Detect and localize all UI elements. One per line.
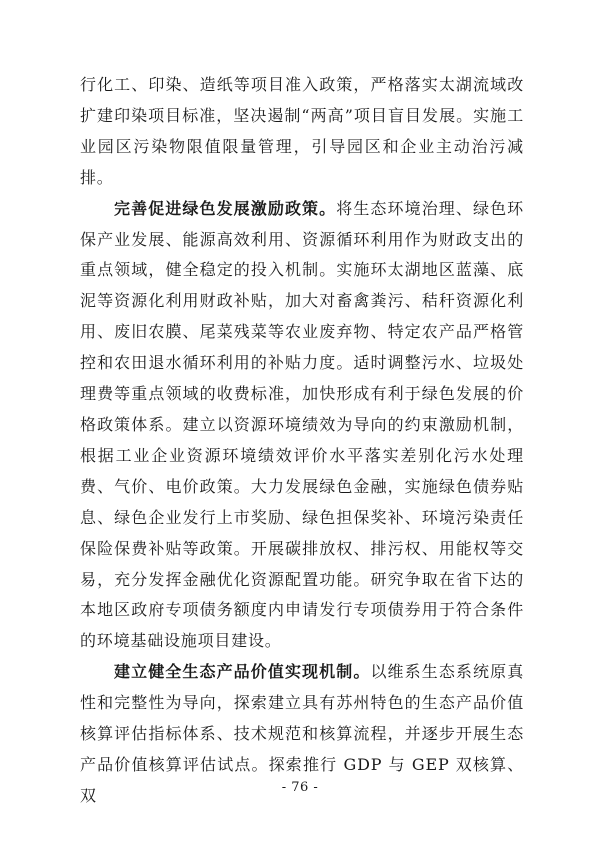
- paragraph-text: 以维系生态系统原真性和完整性为导向，探索建立具有苏州特色的生态产品价值核算评估指标体系、技术规范和核算流程，并逐步开展生态产品价值核算评估试点。探索推行 GDP 与 GEP 双核算、双: [80, 662, 524, 805]
- page-number: - 76 -: [281, 780, 319, 795]
- document-body: [80, 70, 524, 812]
- paragraph-text: 将生态环境治理、绿色环保产业发展、能源高效利用、资源循环利用作为财政支出的重点领域，健全稳定的投入机制。实施环太湖地区蓝藻、底泥等资源化利用财政补贴，加大对畜禽粪污、秸秆资源化利用、废旧农膜、尾菜残菜等农业废弃物、特定农产品严格管控和农田退水循环利用的补贴力度。适时调整污水、垃圾处理费等重点领域的收费标准，加快形成有利于绿色发展的价格政策体系。建立以资源环境绩效为导向的约束激励机制，根据工业企业资源环境绩效评价水平落实差别化污水处理费、气价、电价政策。大力发展绿色金融，实施绿色债券贴息、绿色企业发行上市奖励、绿色担保奖补、环境污染责任保险保费补贴等政策。开展碳排放权、排污权、用能权等交易，充分发挥金融优化资源配置功能。研究争取在省下达的本地区政府专项债务额度内申请发行专项债券用于符合条件的环境基础设施项目建设。: [80, 198, 524, 651]
- paragraph-continuation: [80, 70, 524, 194]
- paragraph-heading: 完善促进绿色发展激励政策。: [114, 198, 337, 218]
- paragraph-heading: 建立健全生态产品价值实现机制。: [114, 662, 371, 682]
- paragraph-text: 行化工、印染、造纸等项目准入政策，严格落实太湖流域改扩建印染项目标准，坚决遏制“两高”项目盲目发展。实施工业园区污染物限值限量管理，引导园区和企业主动治污减排。: [80, 75, 524, 187]
- paragraph-green-incentive-policy: [80, 194, 524, 658]
